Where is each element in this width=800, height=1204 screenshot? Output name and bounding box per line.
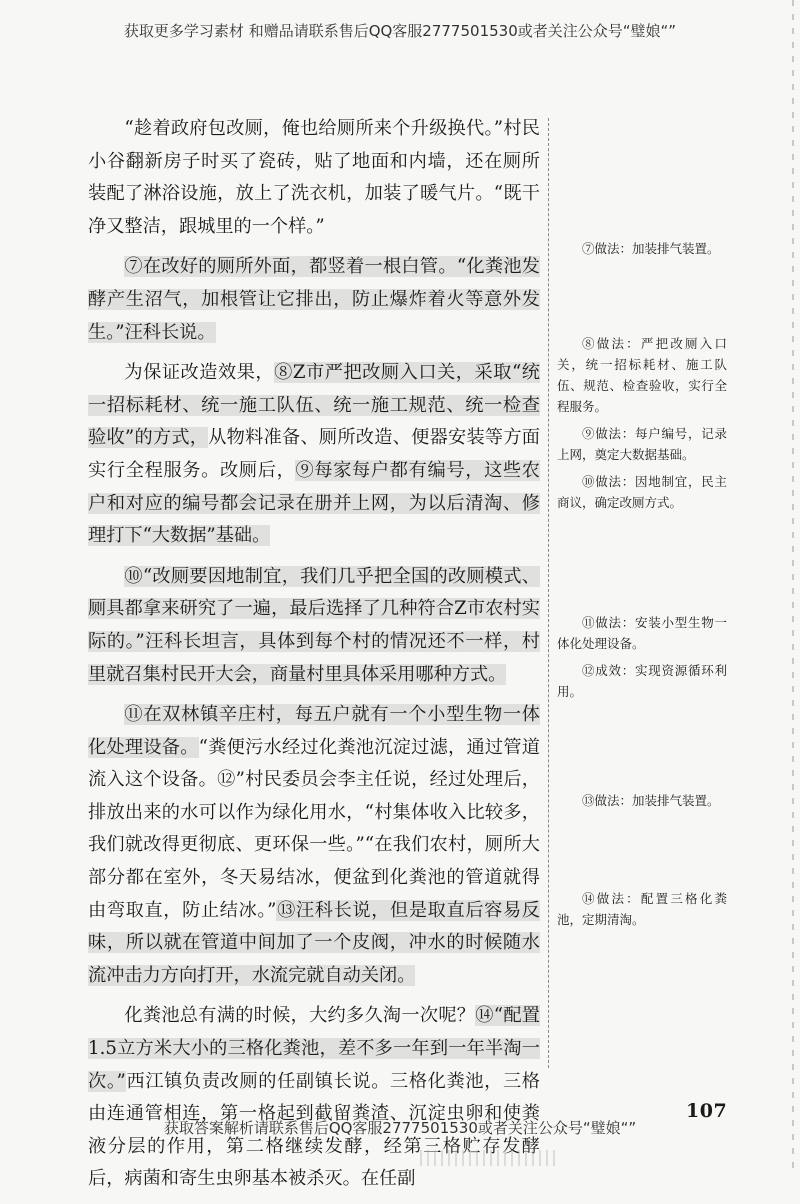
paragraph-3-middle: 从物料准备、厕所改造、便器安装等方面实行全程服务。改厕后，	[88, 427, 540, 481]
paragraph-5-quote-2: “在我们农村，厕所大部分都在室外，冬天易结冰，便盆到化粪池的管道就得由弯取直，防止结冰。”	[88, 834, 540, 921]
scan-speckle-artifact	[420, 1150, 560, 1166]
margin-note-9: ⑨做法：每户编号，记录上网，奠定大数据基础。	[557, 426, 727, 462]
article-body	[88, 113, 540, 1204]
margin-note-block-4	[557, 790, 727, 817]
paragraph-6-lead: 化粪池总有满的时候，大约多久淘一次呢？	[124, 1005, 476, 1027]
margin-note-block-1	[557, 238, 727, 265]
margin-note-8: ⑧做法：严把改厕入口关，统一招标耗材、施工队伍、规范、检查验收，实行全程服务。	[557, 336, 727, 414]
paragraph-1-text: “趁着政府包改厕，俺也给厕所来个升级换代。”村民小谷翻新房子时买了瓷砖，贴了地面和内墙，还在厕所装配了淋浴设施，放上了洗衣机，加装了暖气片。“既干净又整洁，跟城里的一个样。”	[88, 118, 540, 237]
paragraph-5-quote: “粪便污水经过化粪池沉淀过滤，通过管道流入这个设备。⑫”村民委员会李主任说，经过处理后，排放出来的水可以作为绿化用水，“村集体收入比较多，我们就改得更彻底、更环保一些。”	[88, 736, 540, 856]
paragraph-3-highlight-9: ⑨每家每户都有编号，这些农户和对应的编号都会记录在册并上网，为以后清淘、修理打下“大数据”基础。	[88, 459, 540, 547]
paragraph-6-rest: 西江镇负责改厕的任副镇长说。三格化粪池，三格由连通管相连，第一格起到截留粪渣、沉淀虫卵和使粪液分层的作用，第二格继续发酵，经第三格贮存发酵后，病菌和寄生虫卵基本被杀灭。在任副	[88, 1070, 540, 1190]
paragraph-3-lead: 为保证改造效果，	[124, 362, 275, 384]
margin-divider-line	[548, 118, 549, 1068]
scan-edge-artifact	[792, 0, 794, 1176]
paragraph-3-highlight-8: ⑧Z市严把改厕入口关，采取“统一招标耗材、统一施工队伍、统一施工规范、统一检查验收”的方式，	[88, 362, 540, 449]
page-footer-banner: 获取答案解析请联系售后QQ客服2777501530或者关注公众号“璧娘“”	[163, 1119, 637, 1137]
paragraph-5-highlight-13: ⑬汪科长说，但是取直后容易反味，所以就在管道中间加了一个皮阀，冲水的时候随水流冲击力方向打开，水流完就自动关闭。	[88, 899, 540, 986]
margin-note-12: ⑫成效：实现资源循环利用。	[557, 663, 727, 699]
margin-note-14: ⑭做法：配置三格化粪池，定期清淘。	[557, 891, 727, 927]
paragraph-1	[88, 113, 540, 243]
paragraph-2-text: ⑦在改好的厕所外面，都竖着一根白管。“化粪池发酵产生沼气，加根管让它排出，防止爆炸着火等意外发生。”汪科长说。	[88, 256, 540, 343]
paragraph-6-highlight-14: ⑭“配置1.5立方米大小的三格化粪池，差不多一年到一年半淘一次。”	[88, 1005, 540, 1092]
margin-note-10: ⑩做法：因地制宜，民主商议，确定改厕方式。	[557, 474, 727, 510]
paragraph-2	[88, 251, 540, 349]
margin-note-block-5	[557, 888, 727, 936]
paragraph-6	[88, 1000, 540, 1196]
paragraph-3	[88, 357, 540, 553]
paragraph-4	[88, 561, 540, 691]
margin-note-7: ⑦做法：加装排气装置。	[582, 241, 720, 256]
margin-note-block-2	[557, 333, 727, 519]
page-number: 107	[686, 1100, 728, 1122]
margin-note-block-3	[557, 612, 727, 708]
paragraph-5-highlight-11: ⑪在双林镇辛庄村，每五户就有一个小型生物一体化处理设备。	[88, 704, 540, 758]
margin-note-13: ⑬做法：加装排气装置。	[582, 793, 720, 808]
paragraph-4-text: ⑩“改厕要因地制宜，我们几乎把全国的改厕模式、厕具都拿来研究了一遍，最后选择了几种符合Z市农村实际的。”汪科长坦言，具体到每个村的情况还不一样，村里就召集村民开大会，商量村里具体采用哪种方式。	[88, 565, 540, 685]
page-header-banner: 获取更多学习素材 和赠品请联系售后QQ客服2777501530或者关注公众号“璧娘“”	[123, 22, 677, 40]
margin-note-11: ⑪做法：安装小型生物一体化处理设备。	[557, 615, 727, 651]
paragraph-5	[88, 699, 540, 992]
